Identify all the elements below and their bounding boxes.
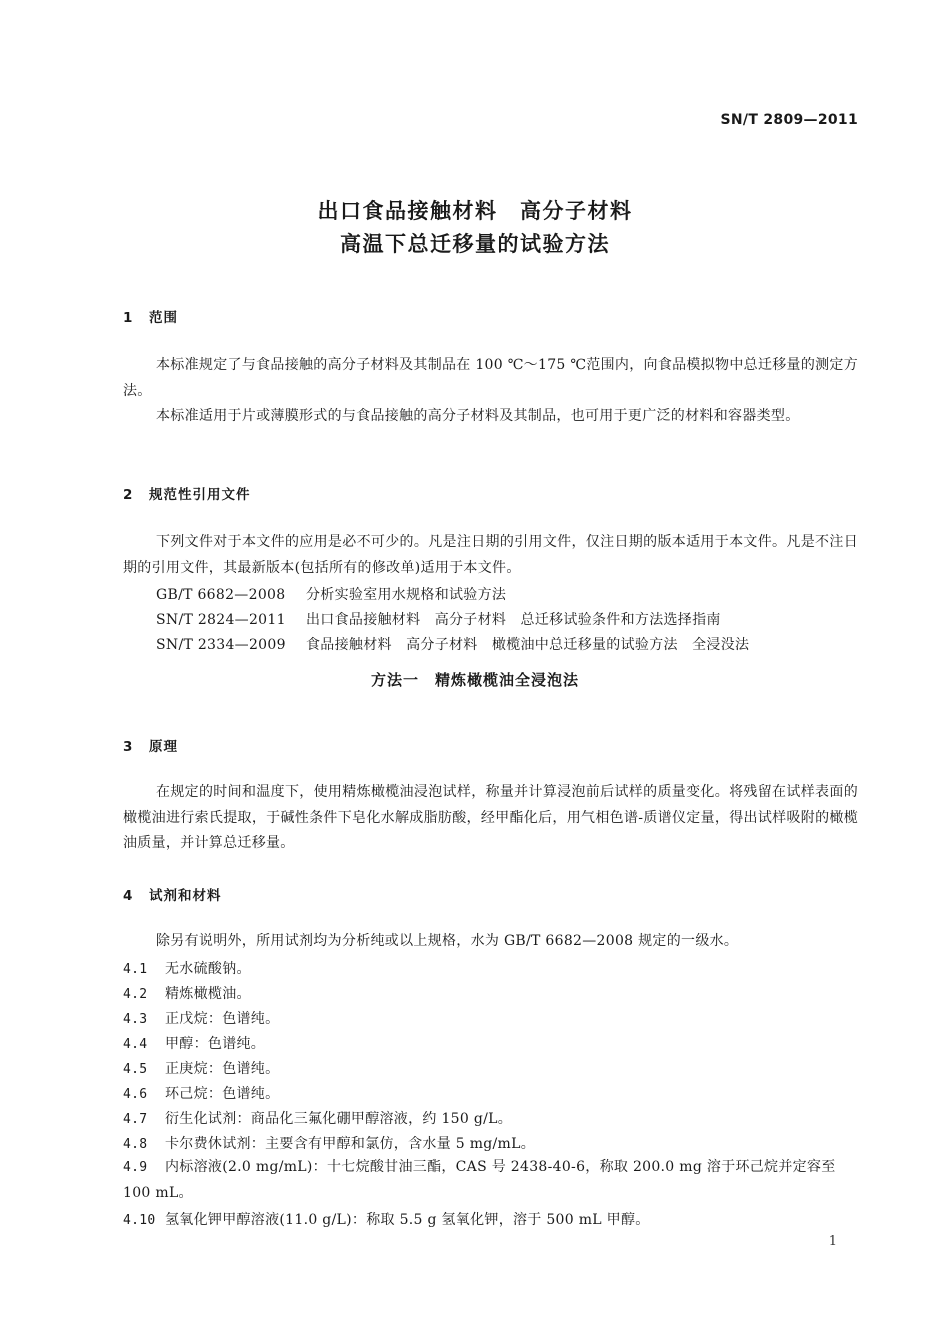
list-item <box>123 1209 650 1229</box>
list-item <box>123 1108 512 1128</box>
item-text: 内标溶液(2.0 mg/mL)：十七烷酸甘油三酯，CAS 号 2438-40-6，称取 200.0 mg 溶于环己烷并定容至 100 mL。 <box>123 1159 836 1201</box>
section-1-heading <box>123 306 178 326</box>
item-number: 4.9 <box>123 1160 148 1175</box>
reference-title: 分析实验室用水规格和试验方法 <box>306 587 507 603</box>
item-number: 4.4 <box>123 1037 148 1052</box>
item-number: 4.8 <box>123 1137 148 1152</box>
item-number: 4.2 <box>123 987 148 1002</box>
section-3-paragraph-1: 在规定的时间和温度下，使用精炼橄榄油浸泡试样，称量并计算浸泡前后试样的质量变化。将残留在试样表面的橄榄油进行索氏提取，于碱性条件下皂化水解成脂肪酸，经甲酯化后，用气相色谱-质谱仪定量，得出试样吸附的橄榄油质量，并计算总迁移量。 <box>123 784 858 851</box>
page-number: 1 <box>828 1234 837 1249</box>
item-text: 衍生化试剂：商品化三氟化硼甲醇溶液，约 150 g/L。 <box>165 1111 512 1127</box>
reference-item <box>156 634 749 654</box>
section-title: 范围 <box>149 310 178 326</box>
section-number: 2 <box>123 487 134 503</box>
item-text: 氢氧化钾甲醇溶液(11.0 g/L)：称取 5.5 g 氢氧化钾，溶于 500 mL 甲醇。 <box>165 1212 650 1228</box>
item-text: 正庚烷：色谱纯。 <box>165 1061 280 1077</box>
item-text: 精炼橄榄油。 <box>165 986 251 1002</box>
reference-code: SN/T 2824—2011 <box>156 612 286 628</box>
section-title: 原理 <box>149 739 178 755</box>
item-number: 4.5 <box>123 1062 148 1077</box>
item-number: 4.7 <box>123 1112 148 1127</box>
reference-title: 出口食品接触材料 高分子材料 总迁移试验条件和方法选择指南 <box>306 612 721 628</box>
section-3-heading <box>123 735 178 755</box>
section-number: 4 <box>123 888 134 904</box>
item-text: 卡尔费休试剂：主要含有甲醇和氯仿，含水量 5 mg/mL。 <box>165 1136 536 1152</box>
reference-code: GB/T 6682—2008 <box>156 587 286 603</box>
reference-item <box>156 584 506 604</box>
list-item <box>123 958 251 978</box>
section-4-heading <box>123 884 222 904</box>
list-item <box>123 1155 858 1206</box>
list-item <box>123 1008 279 1028</box>
section-number: 1 <box>123 310 134 326</box>
section-4-paragraph-1: 除另有说明外，所用试剂均为分析纯或以上规格，水为 GB/T 6682—2008 规定的一级水。 <box>156 933 739 949</box>
list-item <box>123 983 251 1003</box>
item-text: 正戊烷：色谱纯。 <box>165 1011 280 1027</box>
document-title-line-2: 高温下总迁移量的试验方法 <box>340 232 610 256</box>
reference-item <box>156 609 721 629</box>
item-text: 无水硫酸钠。 <box>165 961 251 977</box>
section-title: 规范性引用文件 <box>149 487 251 503</box>
item-number: 4.6 <box>123 1087 148 1102</box>
section-title: 试剂和材料 <box>149 888 222 904</box>
item-number: 4.3 <box>123 1012 148 1027</box>
item-text: 环己烷：色谱纯。 <box>165 1086 280 1102</box>
section-2-paragraph-1: 下列文件对于本文件的应用是必不可少的。凡是注日期的引用文件，仅注日期的版本适用于本文件。凡是不注日期的引用文件，其最新版本(包括所有的修改单)适用于本文件。 <box>123 534 858 576</box>
reference-code: SN/T 2334—2009 <box>156 637 286 653</box>
section-number: 3 <box>123 739 134 755</box>
list-item <box>123 1133 535 1153</box>
list-item <box>123 1033 265 1053</box>
section-1-paragraph-1: 本标准规定了与食品接触的高分子材料及其制品在 100 ℃～175 ℃范围内，向食品模拟物中总迁移量的测定方法。 <box>123 357 859 399</box>
reference-title: 食品接触材料 高分子材料 橄榄油中总迁移量的试验方法 全浸没法 <box>306 637 750 653</box>
list-item <box>123 1058 279 1078</box>
document-title-line-1: 出口食品接触材料 高分子材料 <box>317 199 633 223</box>
list-item <box>123 1083 279 1103</box>
item-number: 4.1 <box>123 962 148 977</box>
section-1-paragraph-2: 本标准适用于片或薄膜形式的与食品接触的高分子材料及其制品，也可用于更广泛的材料和容器类型。 <box>156 408 800 424</box>
item-text: 甲醇：色谱纯。 <box>165 1036 266 1052</box>
item-number: 4.10 <box>123 1213 156 1228</box>
standard-code: SN/T 2809—2011 <box>720 112 858 128</box>
section-2-heading <box>123 483 251 503</box>
method-heading: 方法一 精炼橄榄油全浸泡法 <box>370 671 579 689</box>
